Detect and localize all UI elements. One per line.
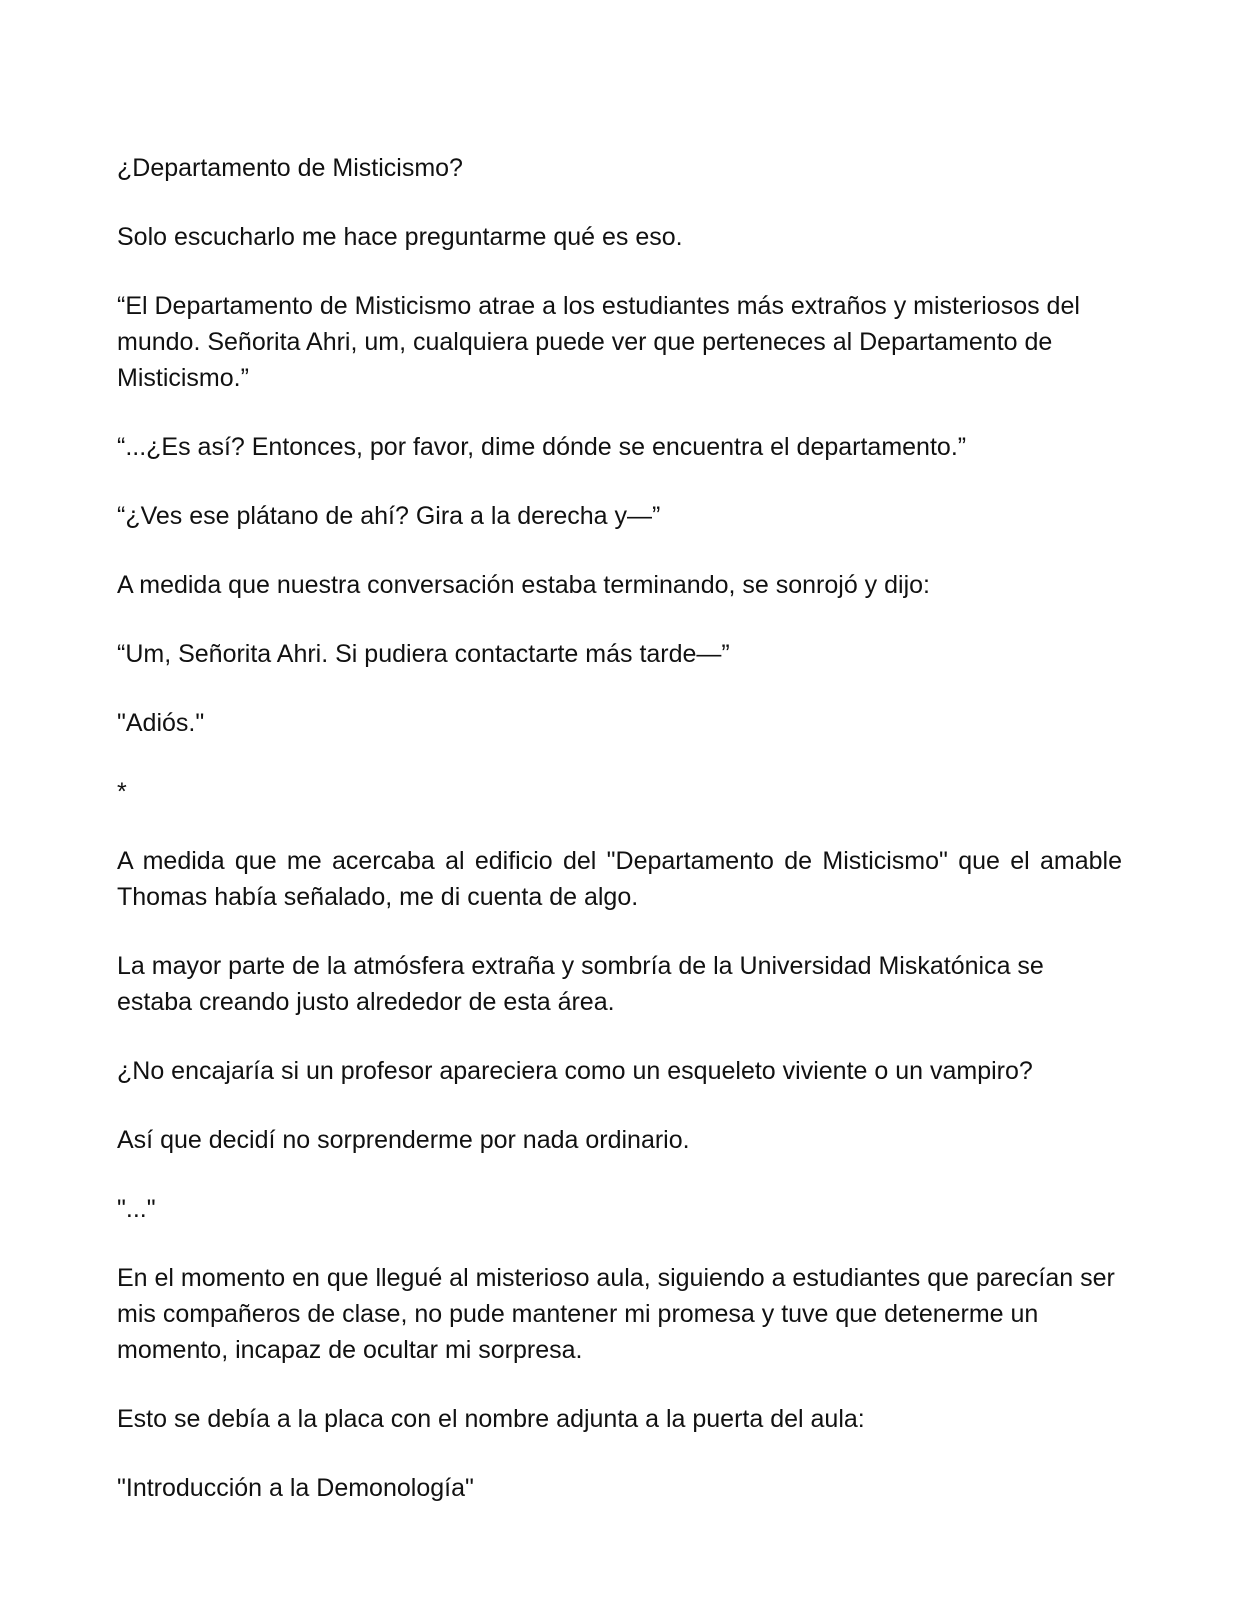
- scene-break-asterisk: *: [117, 778, 127, 806]
- paragraph-dialogue: "Introducción a la Demonología": [117, 1474, 474, 1502]
- paragraph-heading-question: ¿Departamento de Misticismo?: [117, 154, 463, 182]
- paragraph-narration: A medida que nuestra conversación estaba terminando, se sonrojó y dijo:: [117, 571, 930, 599]
- paragraph-narration: La mayor parte de la atmósfera extraña y sombría de la Universidad Miskatónica se estaba creando justo alrededor de esta área.: [117, 952, 1044, 1016]
- paragraph-dialogue: “Um, Señorita Ahri. Si pudiera contactarte más tarde—”: [117, 640, 730, 668]
- paragraph-dialogue: "...": [117, 1195, 156, 1223]
- document-body: [117, 150, 1122, 1539]
- paragraph-narration: En el momento en que llegué al misterioso aula, siguiendo a estudiantes que parecían ser mis compañeros de clase, no pude mantener mi promesa y tuve que detenerme un momento, incapaz de ocultar mi sorpresa.: [117, 1264, 1115, 1364]
- paragraph-dialogue: "Adiós.": [117, 709, 205, 737]
- paragraph-dialogue: “¿Ves ese plátano de ahí? Gira a la derecha y—”: [117, 502, 661, 530]
- paragraph-narration: ¿No encajaría si un profesor apareciera como un esqueleto viviente o un vampiro?: [117, 1057, 1033, 1085]
- paragraph-narration: Solo escucharlo me hace preguntarme qué es eso.: [117, 223, 683, 251]
- paragraph-dialogue: “El Departamento de Misticismo atrae a los estudiantes más extraños y misteriosos del mundo. Señorita Ahri, um, cualquiera puede ver que perteneces al Departamento de Misticismo.”: [117, 292, 1080, 392]
- paragraph-narration: Así que decidí no sorprenderme por nada ordinario.: [117, 1126, 690, 1154]
- paragraph-narration: A medida que me acercaba al edificio del "Departamento de Misticismo" que el amable Thomas había señalado, me di cuenta de algo.: [117, 847, 1122, 911]
- paragraph-dialogue: “...¿Es así? Entonces, por favor, dime dónde se encuentra el departamento.”: [117, 433, 967, 461]
- paragraph-narration: Esto se debía a la placa con el nombre adjunta a la puerta del aula:: [117, 1405, 865, 1433]
